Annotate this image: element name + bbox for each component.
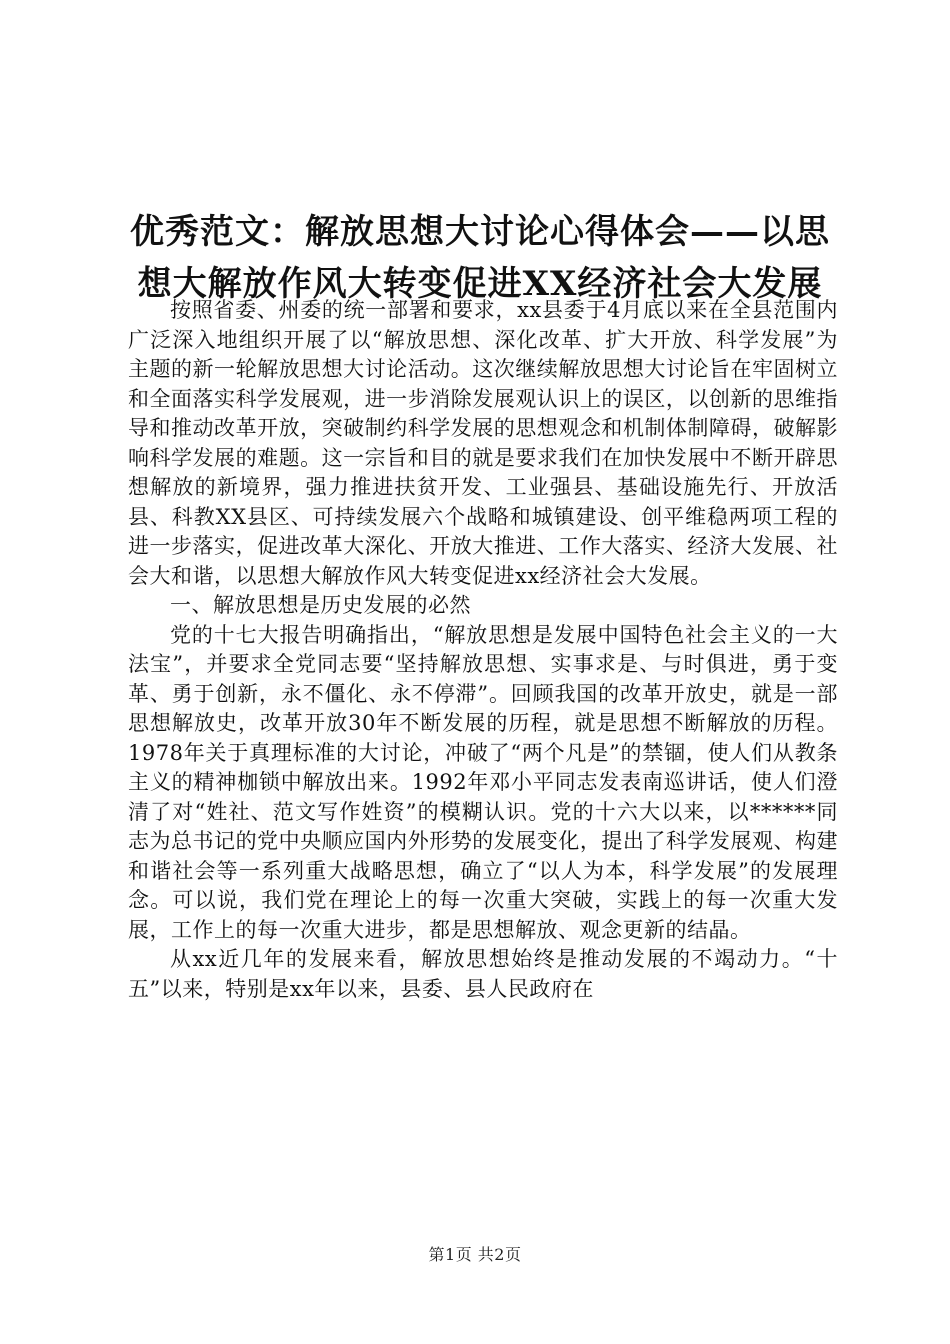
paragraph-history: 党的十七大报告明确指出，“解放思想是发展中国特色社会主义的一大法宝”，并要求全党同志要“坚持解放思想、实事求是、与时俱进，勇于变革、勇于创新，永不僵化、永不停滞”。回顾我国的改革开放史，就是一部思想解放史，改革开放30年不断发展的历程，就是思想不断解放的历程。1978年关于真理标准的大讨论，冲破了“两个凡是”的禁锢，使人们从教条主义的精神枷锁中解放出来。1992年邓小平同志发表南巡讲话，使人们澄清了对“姓社、范文写作姓资”的模糊认识。党的十六大以来，以******同志为总书记的党中央顺应国内外形势的发展变化，提出了科学发展观、构建和谐社会等一系列重大战略思想，确立了“以人为本，科学发展”的发展理念。可以说，我们党在理论上的每一次重大突破，实践上的每一次重大发展，工作上的每一次重大进步，都是思想解放、观念更新的结晶。 xyxy=(128,622,838,942)
paragraph-intro: 按照省委、州委的统一部署和要求，xx县委于4月底以来在全县范围内广泛深入地组织开展了以“解放思想、深化改革、扩大开放、科学发展”为主题的新一轮解放思想大讨论活动。这次继续解放思想大讨论旨在牢固树立和全面落实科学发展观，进一步消除发展观认识上的误区，以创新的思维指导和推动改革开放，突破制约科学发展的思想观念和机制体制障碍，破解影响科学发展的难题。这一宗旨和目的就是要求我们在加快发展中不断开辟思想解放的新境界，强力推进扶贫开发、工业强县、基础设施先行、开放活县、科教XX县区、可持续发展六个战略和城镇建设、创平维稳两项工程的进一步落实，促进改革大深化、开放大推进、工作大落实、经济大发展、社会大和谐，以思想大解放作风大转变促进xx经济社会大发展。 xyxy=(128,298,838,588)
document-title xyxy=(120,206,840,310)
page-number-footer: 第1页 共2页 xyxy=(428,1245,522,1264)
title-line-2: 想大解放作风大转变促进XX经济社会大发展 xyxy=(137,263,823,304)
section-heading-1: 一、解放思想是历史发展的必然 xyxy=(170,593,471,617)
paragraph-local: 从xx近几年的发展来看，解放思想始终是推动发展的不竭动力。“十五”以来，特别是xx年以来，县委、县人民政府在 xyxy=(128,947,838,1001)
document-body xyxy=(128,296,838,1004)
title-line-1: 优秀范文：解放思想大讨论心得体会——以思 xyxy=(130,211,830,252)
